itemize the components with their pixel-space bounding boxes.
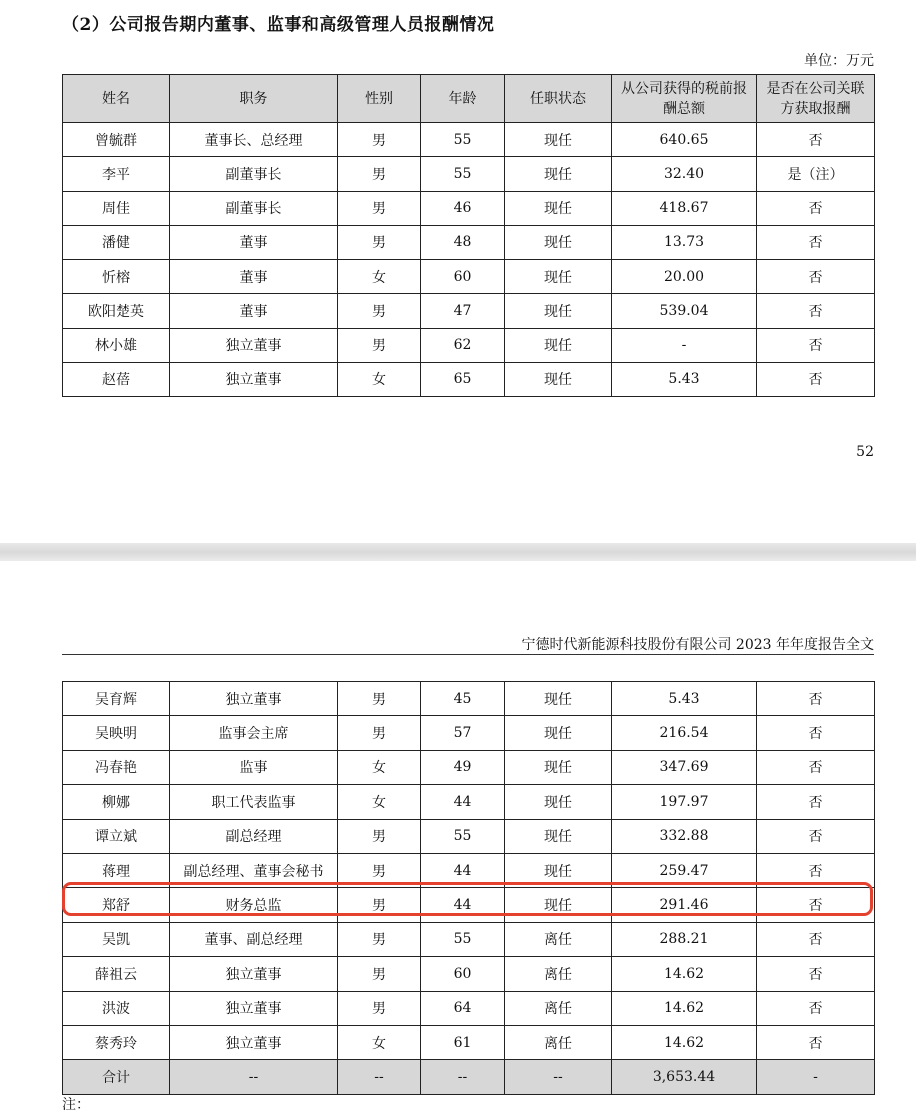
position-cell: 独立董事	[170, 957, 338, 991]
position-cell: 董事	[170, 260, 338, 294]
related-party-cell: 否	[757, 785, 875, 819]
pay-cell: 20.00	[612, 260, 757, 294]
table-header-row	[63, 75, 875, 123]
table-row	[63, 682, 875, 716]
related-party-cell: 否	[757, 716, 875, 750]
status-cell: 现任	[505, 785, 612, 819]
status-cell: 现任	[505, 716, 612, 750]
status-cell: 离任	[505, 957, 612, 991]
age-cell: 55	[421, 922, 505, 956]
table-row	[63, 123, 875, 157]
age-cell: 44	[421, 888, 505, 922]
age-cell: 46	[421, 191, 505, 225]
status-cell: 现任	[505, 362, 612, 396]
pay-cell: 347.69	[612, 750, 757, 784]
age-cell: 44	[421, 785, 505, 819]
page-separator	[0, 543, 916, 561]
position-cell: 副总经理	[170, 819, 338, 853]
related-party-cell: 否	[757, 123, 875, 157]
page-number: 52	[856, 444, 874, 460]
status-cell: 现任	[505, 328, 612, 362]
age-cell: 45	[421, 682, 505, 716]
related-party-cell: 否	[757, 819, 875, 853]
pay-cell: 14.62	[612, 1025, 757, 1059]
related-party-cell: 否	[757, 682, 875, 716]
pay-cell: 640.65	[612, 123, 757, 157]
gender-cell: 女	[338, 362, 421, 396]
name-cell: 吴育辉	[63, 682, 170, 716]
related-party-cell: 否	[757, 888, 875, 922]
position-cell: 董事长、总经理	[170, 123, 338, 157]
position-cell: 独立董事	[170, 991, 338, 1025]
gender-cell: 女	[338, 785, 421, 819]
pay-cell: 14.62	[612, 957, 757, 991]
age-cell: 61	[421, 1025, 505, 1059]
table-row	[63, 750, 875, 784]
table-row	[63, 191, 875, 225]
unit-label: 单位：万元	[804, 53, 874, 69]
table-row	[63, 888, 875, 922]
position-cell: 董事	[170, 225, 338, 259]
gender-cell: 女	[338, 1025, 421, 1059]
related-party-cell: 否	[757, 991, 875, 1025]
name-cell: 李平	[63, 157, 170, 191]
related-party-cell: 否	[757, 294, 875, 328]
table-row	[63, 716, 875, 750]
gender-cell: 女	[338, 260, 421, 294]
column-header: 从公司获得的税前报酬总额	[612, 75, 757, 123]
name-cell: 柳娜	[63, 785, 170, 819]
position-cell: 副总经理、董事会秘书	[170, 853, 338, 887]
gender-cell: 女	[338, 750, 421, 784]
name-cell: 谭立斌	[63, 819, 170, 853]
note-label: 注：	[62, 1097, 90, 1113]
age-cell: 49	[421, 750, 505, 784]
age-cell: 48	[421, 225, 505, 259]
gender-cell: 男	[338, 957, 421, 991]
pay-cell: 14.62	[612, 991, 757, 1025]
position-cell: 副董事长	[170, 157, 338, 191]
age-cell: 55	[421, 819, 505, 853]
gender-cell: 男	[338, 853, 421, 887]
position-cell: 财务总监	[170, 888, 338, 922]
table-row	[63, 1025, 875, 1059]
status-cell: 现任	[505, 750, 612, 784]
age-cell: --	[421, 1060, 505, 1094]
status-cell: 现任	[505, 888, 612, 922]
compensation-table-part1	[62, 74, 875, 397]
age-cell: 47	[421, 294, 505, 328]
status-cell: 现任	[505, 123, 612, 157]
pay-cell: 13.73	[612, 225, 757, 259]
gender-cell: 男	[338, 225, 421, 259]
related-party-cell: 否	[757, 922, 875, 956]
name-cell: 合计	[63, 1060, 170, 1094]
name-cell: 周佳	[63, 191, 170, 225]
column-header: 是否在公司关联方获取报酬	[757, 75, 875, 123]
age-cell: 55	[421, 157, 505, 191]
gender-cell: 男	[338, 191, 421, 225]
status-cell: 现任	[505, 682, 612, 716]
related-party-cell: 否	[757, 1025, 875, 1059]
section-title: （2）公司报告期内董事、监事和高级管理人员报酬情况	[62, 15, 495, 35]
position-cell: 独立董事	[170, 682, 338, 716]
pay-cell: 288.21	[612, 922, 757, 956]
document-header: 宁德时代新能源科技股份有限公司 2023 年年度报告全文	[521, 637, 874, 653]
gender-cell: 男	[338, 991, 421, 1025]
related-party-cell: 否	[757, 191, 875, 225]
gender-cell: 男	[338, 716, 421, 750]
pay-cell: 5.43	[612, 682, 757, 716]
column-header: 性别	[338, 75, 421, 123]
pay-cell: 197.97	[612, 785, 757, 819]
report-page-53	[0, 561, 916, 1113]
name-cell: 曾毓群	[63, 123, 170, 157]
table-row	[63, 785, 875, 819]
position-cell: --	[170, 1060, 338, 1094]
table-row	[63, 328, 875, 362]
status-cell: 离任	[505, 922, 612, 956]
pay-cell: 291.46	[612, 888, 757, 922]
position-cell: 独立董事	[170, 1025, 338, 1059]
gender-cell: 男	[338, 157, 421, 191]
gender-cell: 男	[338, 922, 421, 956]
position-cell: 董事、副总经理	[170, 922, 338, 956]
pay-cell: -	[612, 328, 757, 362]
status-cell: 现任	[505, 157, 612, 191]
gender-cell: 男	[338, 328, 421, 362]
name-cell: 冯春艳	[63, 750, 170, 784]
related-party-cell: 否	[757, 362, 875, 396]
position-cell: 董事	[170, 294, 338, 328]
name-cell: 蔡秀玲	[63, 1025, 170, 1059]
position-cell: 独立董事	[170, 362, 338, 396]
table-row	[63, 957, 875, 991]
gender-cell: 男	[338, 888, 421, 922]
name-cell: 洪波	[63, 991, 170, 1025]
pay-cell: 216.54	[612, 716, 757, 750]
position-cell: 副董事长	[170, 191, 338, 225]
age-cell: 60	[421, 260, 505, 294]
column-header: 职务	[170, 75, 338, 123]
status-cell: --	[505, 1060, 612, 1094]
table-row	[63, 922, 875, 956]
pay-cell: 418.67	[612, 191, 757, 225]
gender-cell: 男	[338, 682, 421, 716]
pay-cell: 32.40	[612, 157, 757, 191]
name-cell: 薛祖云	[63, 957, 170, 991]
table-row	[63, 853, 875, 887]
age-cell: 44	[421, 853, 505, 887]
pay-cell: 332.88	[612, 819, 757, 853]
status-cell: 离任	[505, 1025, 612, 1059]
related-party-cell: -	[757, 1060, 875, 1094]
age-cell: 65	[421, 362, 505, 396]
age-cell: 62	[421, 328, 505, 362]
table-row	[63, 260, 875, 294]
name-cell: 林小雄	[63, 328, 170, 362]
table-row	[63, 157, 875, 191]
age-cell: 55	[421, 123, 505, 157]
table-row	[63, 225, 875, 259]
related-party-cell: 否	[757, 225, 875, 259]
name-cell: 赵蓓	[63, 362, 170, 396]
age-cell: 57	[421, 716, 505, 750]
pay-cell: 539.04	[612, 294, 757, 328]
table-row	[63, 362, 875, 396]
pay-cell: 259.47	[612, 853, 757, 887]
header-rule	[62, 654, 874, 655]
gender-cell: 男	[338, 123, 421, 157]
age-cell: 60	[421, 957, 505, 991]
related-party-cell: 否	[757, 750, 875, 784]
table-row	[63, 819, 875, 853]
table-row	[63, 991, 875, 1025]
compensation-table-part2	[62, 681, 875, 1095]
name-cell: 潘健	[63, 225, 170, 259]
name-cell: 吴映明	[63, 716, 170, 750]
position-cell: 监事	[170, 750, 338, 784]
gender-cell: 男	[338, 819, 421, 853]
column-header: 姓名	[63, 75, 170, 123]
age-cell: 64	[421, 991, 505, 1025]
status-cell: 现任	[505, 260, 612, 294]
status-cell: 现任	[505, 853, 612, 887]
name-cell: 忻榕	[63, 260, 170, 294]
gender-cell: 男	[338, 294, 421, 328]
name-cell: 郑舒	[63, 888, 170, 922]
status-cell: 离任	[505, 991, 612, 1025]
position-cell: 职工代表监事	[170, 785, 338, 819]
column-header: 年龄	[421, 75, 505, 123]
related-party-cell: 否	[757, 957, 875, 991]
pay-cell: 3,653.44	[612, 1060, 757, 1094]
total-row	[63, 1060, 875, 1094]
related-party-cell: 否	[757, 328, 875, 362]
status-cell: 现任	[505, 225, 612, 259]
column-header: 任职状态	[505, 75, 612, 123]
related-party-cell: 否	[757, 260, 875, 294]
status-cell: 现任	[505, 294, 612, 328]
gender-cell: --	[338, 1060, 421, 1094]
table-row	[63, 294, 875, 328]
position-cell: 监事会主席	[170, 716, 338, 750]
status-cell: 现任	[505, 191, 612, 225]
name-cell: 欧阳楚英	[63, 294, 170, 328]
name-cell: 蒋理	[63, 853, 170, 887]
position-cell: 独立董事	[170, 328, 338, 362]
related-party-cell: 否	[757, 853, 875, 887]
pay-cell: 5.43	[612, 362, 757, 396]
name-cell: 吴凯	[63, 922, 170, 956]
report-page-52	[0, 0, 916, 543]
related-party-cell: 是（注）	[757, 157, 875, 191]
status-cell: 现任	[505, 819, 612, 853]
